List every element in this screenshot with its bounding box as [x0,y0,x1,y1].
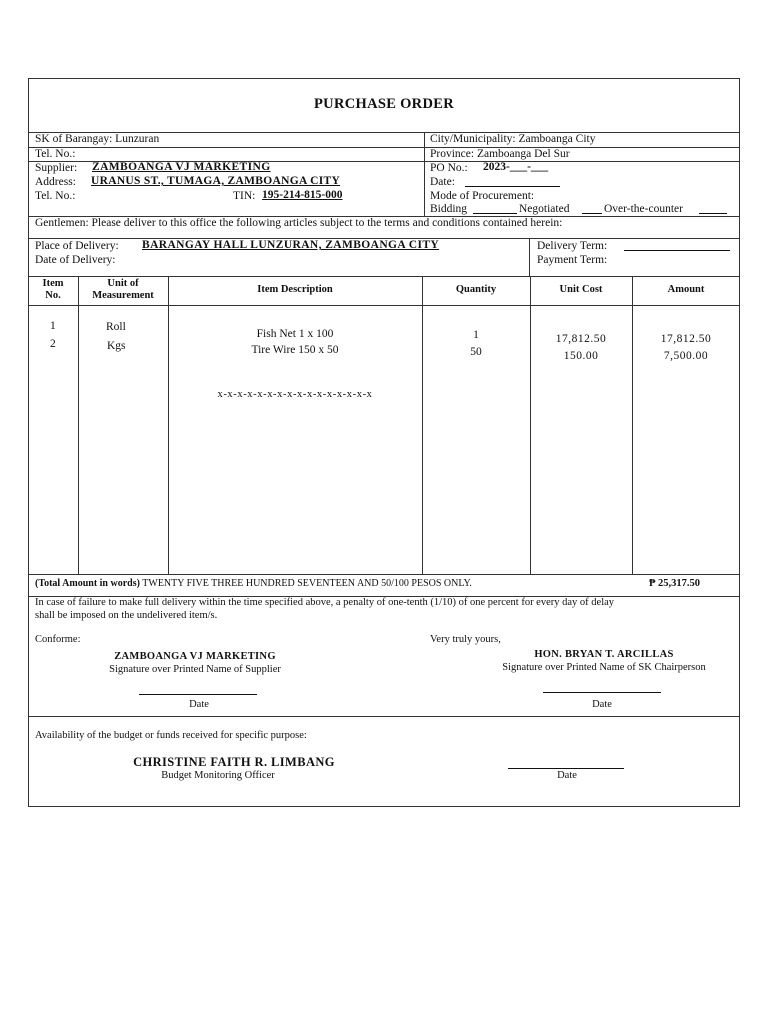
rule-signatures [28,716,740,717]
row1-description: Fish Net 1 x 100 [256,328,334,340]
rule-delivery [28,276,740,277]
col-quantity-header: Quantity [455,284,497,295]
col-unit-header: Unit of [107,278,139,289]
date-of-delivery-label: Date of Delivery: [35,254,116,266]
row1-unit-cost: 17,812.50 [555,333,607,345]
address-label: Address: [35,176,76,188]
row2-unit-cost: 150.00 [563,350,599,362]
place-of-delivery-value: BARANGAY HALL LUNZURAN, ZAMBOANGA CITY [142,239,440,251]
mode-negotiated: Negotiated [519,203,570,215]
col-unit-cost-header: Unit Cost [559,284,603,295]
penalty-clause-line2: shall be imposed on the undelivered item/s. [35,610,218,621]
vrule-col4 [530,276,531,574]
mode-over-the-counter: Over-the-counter [604,203,683,215]
province: Province: Zamboanga Del Sur [430,148,570,160]
supplier-signatory-name: ZAMBOANGA VJ MARKETING [114,651,276,662]
supplier-label: Supplier: [35,162,78,174]
tel-no-label: Tel. No.: [35,148,76,160]
budget-date-label: Date [557,770,577,781]
budget-availability-note: Availability of the budget or funds received for specific purpose: [35,730,307,741]
tin-value: 195-214-815-000 [262,189,343,201]
row2-item-no: 2 [50,338,56,350]
po-no-value: 2023-___-___ [483,161,549,173]
gentlemen-note: Gentlemen: Please deliver to this office the following articles subject to the terms and conditions contained herein: [35,217,563,229]
chairperson-date-line [543,692,661,693]
col-description-header: Item Description [257,284,333,295]
delivery-term-label: Delivery Term: [537,240,608,252]
col-unit-header-2: Measurement [92,290,154,301]
rule-row1 [28,147,740,148]
conforme-label: Conforme: [35,634,81,645]
mode-label: Mode of Procurement: [430,190,535,202]
purchase-order-form [28,78,740,807]
row2-quantity: 50 [470,346,482,358]
vrule-header [424,132,425,216]
chairperson-name: HON. BRYAN T. ARCILLAS [534,649,674,660]
row2-amount: 7,500.00 [663,350,709,362]
chairperson-signature-caption: Signature over Printed Name of SK Chairperson [502,662,706,673]
row2-description: Tire Wire 150 x 50 [251,344,339,356]
supplier-value: ZAMBOANGA VJ MARKETING [92,161,271,173]
vrule-delivery [529,238,530,276]
delivery-term-blank [624,240,730,251]
budget-officer-name: CHRISTINE FAITH R. LIMBANG [133,755,335,769]
row1-amount: 17,812.50 [660,333,712,345]
negotiated-blank [582,203,602,214]
supplier-signature-caption: Signature over Printed Name of Supplier [109,664,281,675]
total-label: (Total Amount in words) [35,578,140,589]
date-label: Date: [430,176,455,188]
col-item-no-header-2: No. [45,290,61,301]
address-value: URANUS ST., TUMAGA, ZAMBOANGA CITY [91,175,341,187]
end-of-items-marker: x-x-x-x-x-x-x-x-x-x-x-x-x-x-x-x [217,389,373,400]
po-no-label: PO No.: [430,162,468,174]
vrule-col5 [632,276,633,574]
rule-table-header [28,305,740,306]
budget-date-line [508,768,624,769]
vrule-col2 [168,276,169,574]
supplier-date-line [139,694,257,695]
rule-table-bottom [28,574,740,575]
sk-barangay: SK of Barangay: Lunzuran [35,133,160,145]
col-amount-header: Amount [667,284,705,295]
row2-unit: Kgs [107,340,126,352]
supplier-date-label: Date [189,699,209,710]
bidding-blank [473,203,517,214]
budget-officer-title: Budget Monitoring Officer [161,770,275,781]
tel-no-label-2: Tel. No.: [35,190,76,202]
date-blank [465,176,560,187]
city-municipality: City/Municipality: Zamboanga City [430,133,596,145]
penalty-clause-line1: In case of failure to make full delivery within the time specified above, a penalty of one-tenth (1/10) of one percent for every day of delay [35,597,615,608]
row1-item-no: 1 [50,320,56,332]
row1-quantity: 1 [473,329,479,341]
very-truly-yours: Very truly yours, [430,634,501,645]
chairperson-date-label: Date [592,699,612,710]
place-of-delivery-label: Place of Delivery: [35,240,119,252]
tin-label: TIN: [233,190,256,202]
page-title: PURCHASE ORDER [314,96,454,112]
mode-bidding: Bidding [430,203,468,215]
payment-term-label: Payment Term: [537,254,608,266]
total-in-words-row [35,578,472,589]
row1-unit: Roll [106,321,126,333]
otc-blank [699,203,727,214]
total-amount: ₱ 25,317.50 [649,578,701,589]
total-words: TWENTY FIVE THREE HUNDRED SEVENTEEN AND 50/100 PESOS ONLY. [142,578,472,589]
vrule-col3 [422,276,423,574]
vrule-col1 [78,276,79,574]
col-item-no-header: Item [42,278,64,289]
